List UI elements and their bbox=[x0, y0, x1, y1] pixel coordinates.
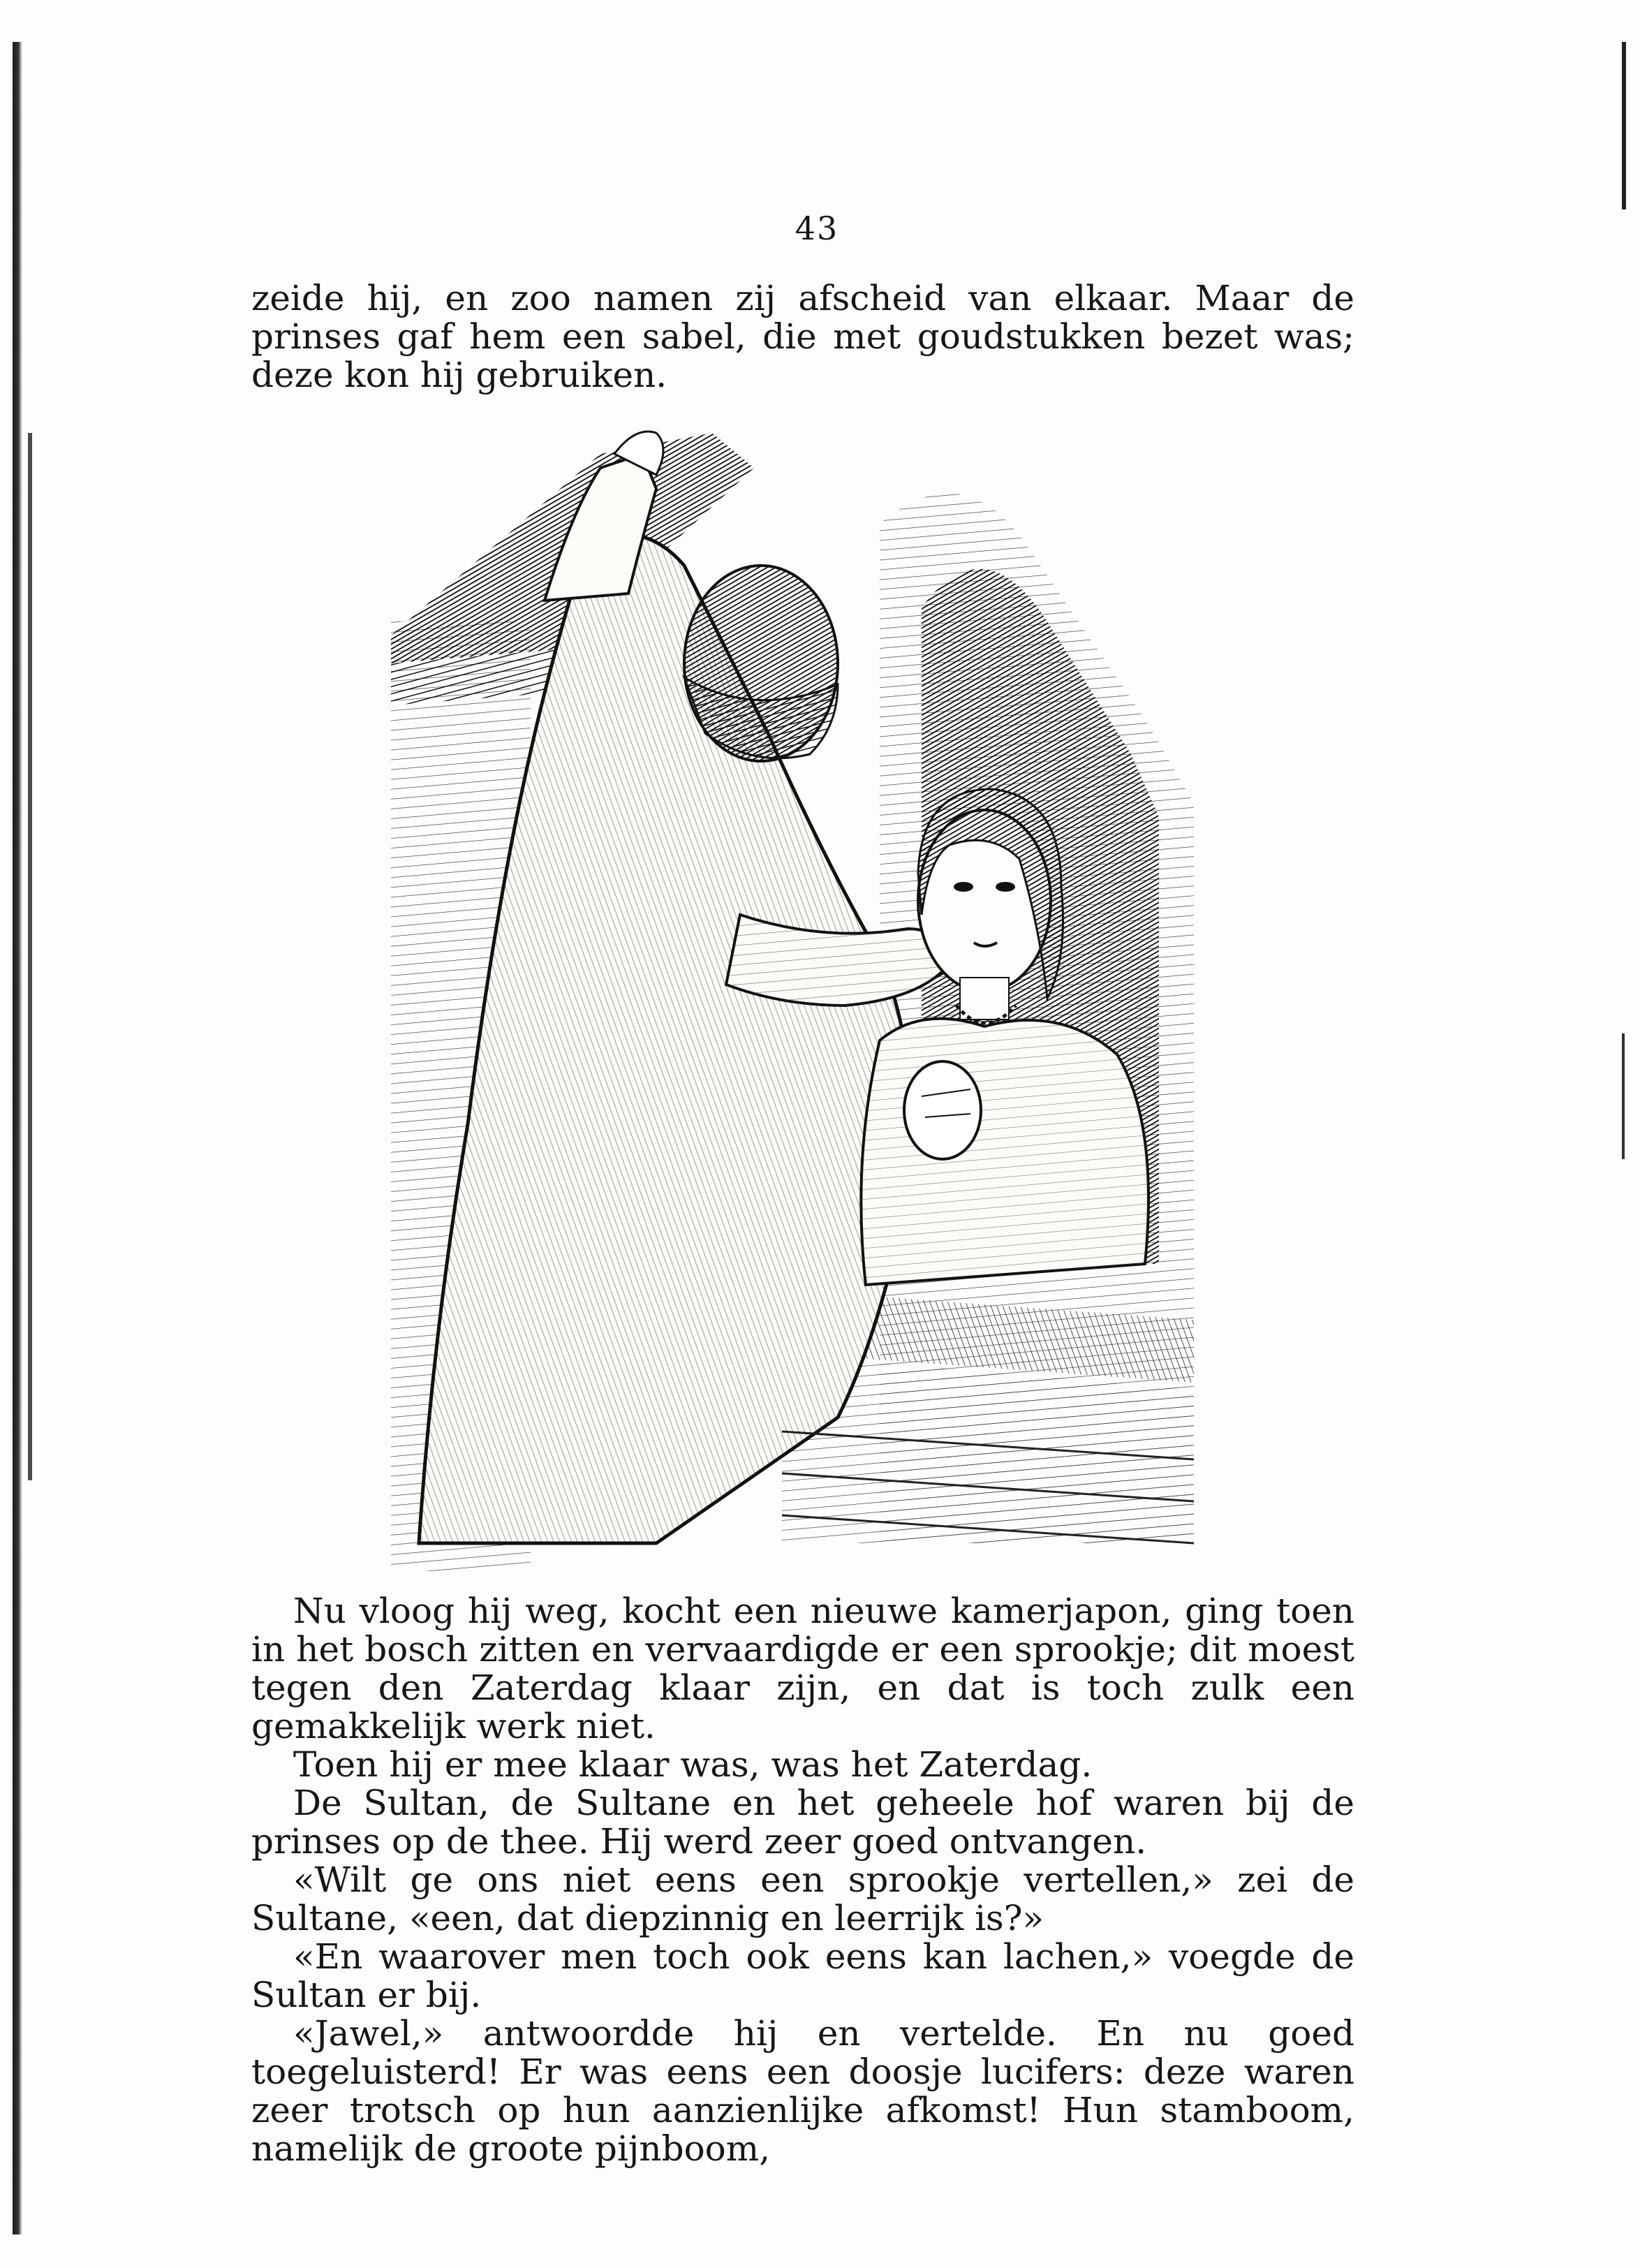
text-line: het bosch zitten en vervaardigde er een sprookje; dit moest tegen bbox=[251, 1629, 1354, 1708]
text-line: gaf hem een sabel, die met goudstukken bezet was; deze kon hij bbox=[251, 316, 1354, 395]
text-line: Toen hij er mee klaar was, was het Zaterdag. bbox=[293, 1744, 1093, 1785]
text-line: «Wilt ge ons niet eens een sprookje vertellen,» zei de Sultane, bbox=[251, 1860, 1354, 1938]
body-text bbox=[251, 1592, 1354, 2168]
text-line: den Zaterdag klaar zijn, en dat is toch zulk een gemakkelijk werk niet. bbox=[251, 1667, 1355, 1746]
illustration bbox=[391, 426, 1215, 1571]
text-line: gebruiken. bbox=[475, 355, 667, 395]
text-line: Er was eens een doosje lucifers: deze waren zeer trotsch op hun bbox=[251, 2052, 1355, 2130]
text-line: «En waarover men toch ook eens kan lachen,» voegde de Sultan bbox=[251, 1936, 1354, 2015]
page-number: 43 bbox=[795, 209, 839, 247]
body-paragraph bbox=[251, 1784, 1354, 1861]
text-line: Nu vloog hij weg, kocht een nieuwe kamerjapon, ging toen in bbox=[251, 1591, 1354, 1670]
scan-left-edge-inner bbox=[28, 433, 32, 1480]
text-line: aanzienlijke afkomst! Hun stamboom, namelijk de groote pijnboom, bbox=[251, 2090, 1354, 2169]
scan-right-edge bbox=[1622, 42, 1626, 209]
scan-right-edge-lower bbox=[1622, 1033, 1625, 1159]
text-line: zeide hij, en zoo namen zij afscheid van elkaar. Maar de prinses bbox=[251, 278, 1354, 357]
scan-left-edge bbox=[13, 42, 22, 2234]
engraving-man-and-princess-at-window-icon bbox=[391, 426, 1215, 1571]
body-paragraph bbox=[251, 2015, 1354, 2168]
body-paragraph bbox=[251, 1592, 1354, 1746]
body-paragraph bbox=[251, 1938, 1354, 2015]
body-paragraph bbox=[251, 1861, 1354, 1938]
text-line: «een, dat diepzinnig en leerrijk is?» bbox=[408, 1898, 1044, 1938]
top-paragraph-text bbox=[251, 279, 1354, 395]
text-line: «Jawel,» antwoordde hij en vertelde. En nu goed toegeluisterd! bbox=[251, 2013, 1354, 2092]
text-line: op de thee. Hij werd zeer goed ontvangen. bbox=[391, 1821, 1147, 1862]
text-line: er bij. bbox=[377, 1975, 482, 2015]
body-paragraph bbox=[251, 1746, 1354, 1784]
text-line: De Sultan, de Sultane en het geheele hof waren bij de prinses bbox=[251, 1783, 1354, 1862]
top-paragraph bbox=[251, 279, 1354, 395]
